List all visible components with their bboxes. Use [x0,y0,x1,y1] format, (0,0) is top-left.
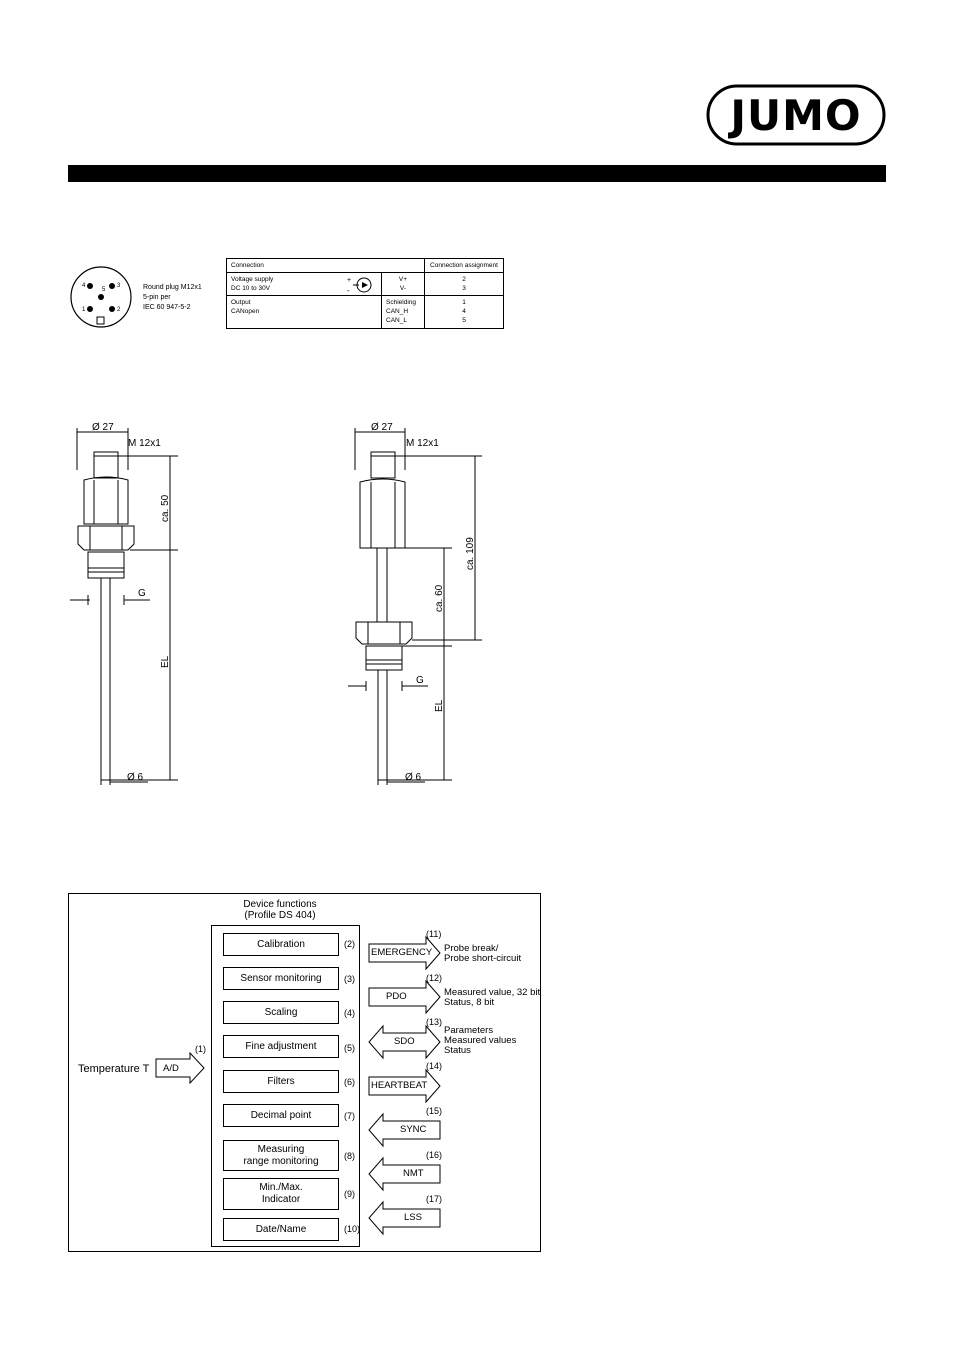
device-functions-title: Device functions (Profile DS 404) [243,899,317,921]
fn-num: (6) [344,1077,355,1087]
in-sync-num: (15) [426,1106,443,1116]
pin-5-label: 5 [102,287,106,293]
in-lss-num: (17) [426,1194,443,1204]
supply-assign: 2 3 [425,273,504,296]
out-sdo-desc: Parameters Measured values Status [444,1025,517,1056]
out-emergency-desc: Probe break/ Probe short-circuit [444,943,522,964]
in-lss-label: LSS [404,1212,422,1223]
dim-ca60: ca. 60 [434,584,445,612]
fn-filters: Filters [223,1070,339,1093]
ad-converter-label: A/D [163,1063,179,1074]
output-assign: 1 4 5 [425,296,504,329]
fn-num: (10) [344,1224,361,1234]
dim-d6-left: Ø 6 [127,772,144,783]
pin-2-label: 2 [117,307,121,313]
out-sdo-label: SDO [394,1036,415,1047]
dim-m12-left: M 12x1 [128,438,161,449]
plug-line: 5-pin per [143,294,171,301]
dim-g-left: G [138,588,146,599]
svg-text:-: - [347,286,350,295]
in-sync-label: SYNC [400,1124,427,1135]
fn-calibration: Calibration [223,933,339,956]
fn-num: (5) [344,1043,355,1053]
logo-text: JUMO [730,91,862,140]
dim-d27-left: Ø 27 [92,422,114,433]
supply-voltage: DC 10 to 30V [231,285,271,292]
fn-measuring-range-monitoring: Measuring range monitoring [223,1140,339,1171]
output-cell: Output CANopen [227,296,382,329]
pin-1-label: 1 [82,307,86,313]
fn-num: (7) [344,1111,355,1121]
dim-ca50: ca. 50 [160,494,171,522]
output-pins: Schielding CAN_H CAN_L [382,296,425,329]
out-emergency-label: EMERGENCY [371,947,433,958]
ad-number: (1) [195,1044,206,1054]
out-pdo-label: PDO [386,991,407,1002]
out-pdo-desc: Measured value, 32 bit Status, 8 bit [444,987,541,1008]
out-heartbeat-num: (14) [426,1061,443,1071]
dim-d27-right: Ø 27 [371,422,393,433]
supply-label: Voltage supply [231,276,274,283]
fn-num: (4) [344,1008,355,1018]
dim-ca109: ca. 109 [465,537,476,570]
pin-3-label: 3 [117,283,121,289]
out-sdo-num: (13) [426,1017,443,1027]
fn-num: (9) [344,1189,355,1199]
fn-num: (8) [344,1151,355,1161]
header-assignment: Connection assignment [425,259,504,273]
supply-pins: V+ V- [382,273,425,296]
fn-sensor-monitoring: Sensor monitoring [223,967,339,990]
svg-text:+: + [347,277,352,284]
fn-min-max-indicator: Min./Max. Indicator [223,1178,339,1210]
fn-date-name: Date/Name [223,1218,339,1241]
out-heartbeat-label: HEARTBEAT [371,1080,428,1091]
in-nmt-label: NMT [403,1168,424,1179]
fn-num: (2) [344,939,355,949]
dim-g-right: G [416,675,424,686]
plug-line: IEC 60 947-5-2 [143,304,191,311]
plug-line: Round plug M12x1 [143,284,202,291]
dim-el-left: EL [160,655,171,668]
fn-num: (3) [344,974,355,984]
fn-scaling: Scaling [223,1001,339,1024]
out-emergency-num: (11) [426,929,442,939]
header-connection: Connection [227,259,425,273]
dim-el-right: EL [434,699,445,712]
temperature-input-label: Temperature T [78,1063,150,1075]
pin-4-label: 4 [82,283,86,289]
fn-decimal-point: Decimal point [223,1104,339,1127]
dim-m12-right: M 12x1 [406,438,439,449]
dim-d6-right: Ø 6 [405,772,422,783]
out-pdo-num: (12) [426,973,443,983]
fn-fine-adjustment: Fine adjustment [223,1035,339,1058]
in-nmt-num: (16) [426,1150,443,1160]
